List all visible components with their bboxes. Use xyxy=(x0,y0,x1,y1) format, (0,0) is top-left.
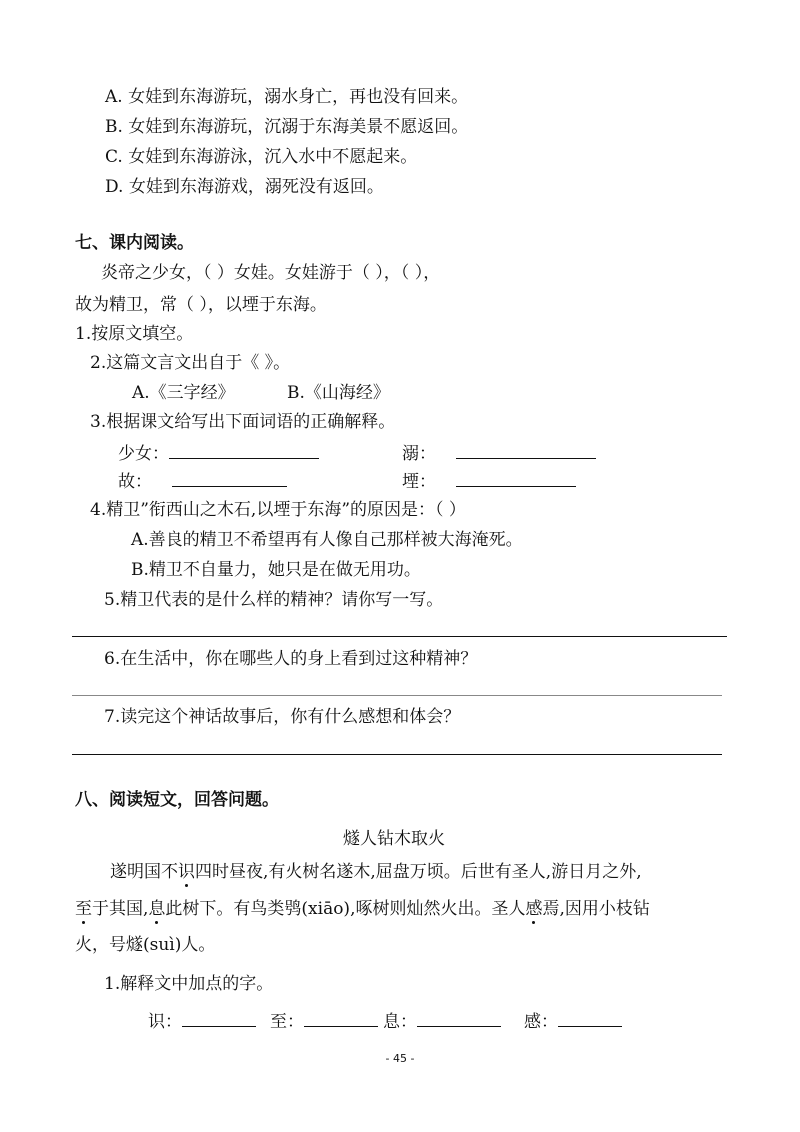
option-b: B. 女娃到东海游玩，沉溺于东海美景不愿返回。 xyxy=(105,117,469,137)
passage-line-1: 炎帝之少女，（ ）女娃。女娃游于（ ），（ ）， xyxy=(101,263,441,283)
option-c: C. 女娃到东海游泳，沉入水中不愿起来。 xyxy=(105,147,418,167)
text-segment: 此树下。有鸟类鸮(xiāo),啄树则灿然火出。圣人 xyxy=(165,899,526,919)
term-label: 至： xyxy=(270,1012,304,1032)
q2-option-b: B.《山海经》 xyxy=(287,383,390,403)
section-8-question-1: 1.解释文中加点的字。 xyxy=(104,974,274,994)
term-gan xyxy=(524,1010,622,1033)
term-label: 堙： xyxy=(402,472,436,492)
term-zhi xyxy=(270,1010,378,1033)
question-4: 4.精卫”衔西山之木石,以堙于东海”的原因是：（ ） xyxy=(90,500,466,520)
dotted-char: 感 xyxy=(525,899,543,919)
article-line-2 xyxy=(75,898,650,920)
answer-line-5[interactable] xyxy=(72,636,727,637)
answer-blank[interactable] xyxy=(169,442,319,459)
term-shaonu xyxy=(118,442,319,465)
answer-blank[interactable] xyxy=(304,1010,378,1027)
option-d: D. 女娃到东海游戏，溺死没有返回。 xyxy=(105,177,384,197)
term-label: 溺： xyxy=(402,444,436,464)
text-segment: 焉,因用小枝钻 xyxy=(542,899,650,919)
term-label: 故： xyxy=(118,472,152,492)
term-xi xyxy=(383,1010,501,1033)
term-label: 少女： xyxy=(118,444,169,464)
answer-line-7[interactable] xyxy=(72,754,722,755)
text-segment: 遂明国不 xyxy=(110,862,178,882)
q4-option-a: A.善良的精卫不希望再有人像自己那样被大海淹死。 xyxy=(131,530,523,550)
answer-blank[interactable] xyxy=(417,1010,501,1027)
section-7-heading: 七、课内阅读。 xyxy=(75,233,194,253)
question-1: 1.按原文填空。 xyxy=(75,324,194,344)
q2-option-a: A.《三字经》 xyxy=(132,383,235,403)
term-label: 感： xyxy=(524,1012,558,1032)
article-line-1 xyxy=(110,861,642,883)
article-line-3: 火，号燧(suì)人。 xyxy=(75,935,216,955)
text-segment: 于其国, xyxy=(92,899,149,919)
term-yin xyxy=(402,470,576,493)
dotted-char: 息 xyxy=(148,899,166,919)
term-ni xyxy=(402,442,596,465)
answer-blank[interactable] xyxy=(182,1010,256,1027)
answer-line-6[interactable] xyxy=(72,695,722,696)
question-2: 2.这篇文言文出自于《 》。 xyxy=(90,353,291,373)
question-3: 3.根据课文给写出下面词语的正确解释。 xyxy=(90,412,396,432)
answer-blank[interactable] xyxy=(456,470,576,487)
term-label: 识： xyxy=(148,1012,182,1032)
text-segment: 四时昼夜,有火树名遂木,屈盘万顷。后世有圣人,游日月之外, xyxy=(195,862,642,882)
page-number: - 45 - xyxy=(385,1052,415,1065)
section-8-heading: 八、阅读短文，回答问题。 xyxy=(75,790,279,810)
dotted-char: 至 xyxy=(75,899,92,919)
question-5: 5.精卫代表的是什么样的精神？请你写一写。 xyxy=(104,590,444,610)
answer-blank[interactable] xyxy=(558,1010,622,1027)
term-shi xyxy=(148,1010,256,1033)
answer-blank[interactable] xyxy=(456,442,596,459)
question-6: 6.在生活中，你在哪些人的身上看到过这种精神？ xyxy=(104,649,478,669)
term-label: 息： xyxy=(383,1012,417,1032)
answer-blank[interactable] xyxy=(172,470,287,487)
option-a: A. 女娃到东海游玩，溺水身亡，再也没有回来。 xyxy=(105,87,469,107)
dotted-char: 识 xyxy=(178,862,195,882)
passage-line-2: 故为精卫，常（ ），以堙于东海。 xyxy=(75,295,327,315)
term-gu xyxy=(118,470,287,493)
passage-title: 燧人钻木取火 xyxy=(343,829,445,849)
question-7: 7.读完这个神话故事后，你有什么感想和体会？ xyxy=(104,707,461,727)
q4-option-b: B.精卫不自量力，她只是在做无用功。 xyxy=(131,560,421,580)
